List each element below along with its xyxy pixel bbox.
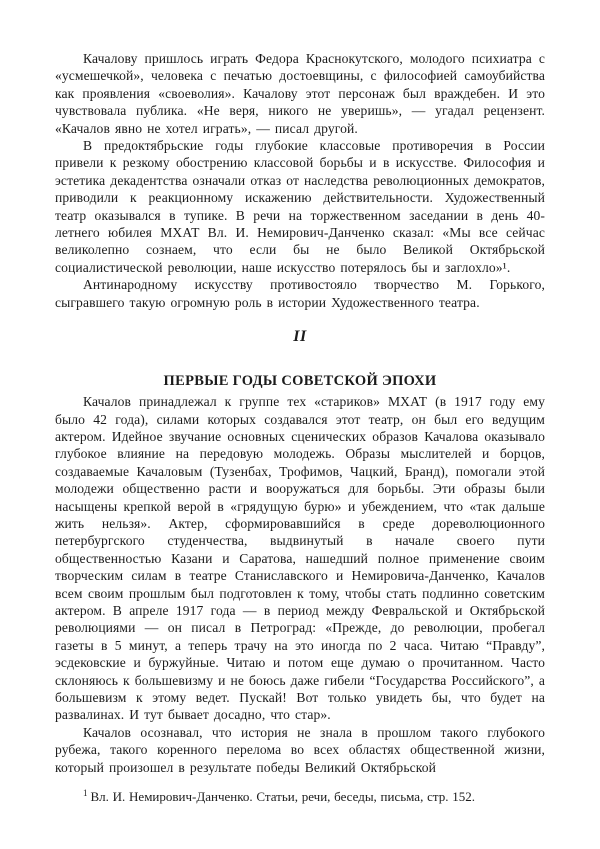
paragraph-pre-october-years: В предоктябрьские годы глубокие классовые противоречия в России привели к резкому обострению классовой борьбы и в искусстве. Философия и эстетика декадентства означали отказ от наследства революционных демократов, приводили к реакционному искажению действительности. Художественный театр оказывался в тупике. В речи на торжественном заседании в день 40-летнего юбилея МХАТ Вл. И. Немирович-Данченко сказал: «Мы все сейчас великолепно сознаем, что если бы не было Великой Октябрьской социалистической революции, наше искусство потерялось бы и заглохло»¹. bbox=[55, 138, 545, 275]
footnote bbox=[55, 789, 545, 806]
section-title-heading: ПЕРВЫЕ ГОДЫ СОВЕТСКОЙ ЭПОХИ bbox=[163, 373, 437, 390]
footnote-marker: 1 bbox=[83, 787, 88, 798]
footnote-text: Вл. И. Немирович-Данченко. Статьи, речи, беседы, письма, стр. 152. bbox=[90, 789, 475, 805]
paragraph-soviet-epoch-intro: Качалов принадлежал к группе тех «стариков» МХАТ (в 1917 году ему было 42 года), силами которых создавался этот театр, он был его ведущим актером. Идейное звучание основных сценических образов Качалова оказывало глубокое влияние на передовую молодежь. Образы мыслителей и борцов, создаваемые Качаловым (Тузенбах, Трофимов, Чацкий, Бранд), помогали этой молодежи общественно расти и вооружаться для борьбы. Эти образы были насыщены крепкой верой в «грядущую бурю» и убеждением, что «так дальше жить нельзя». Актер, сформировавшийся в среде дореволюционного петербургского студенчества, выдвинутый в начале своего пути общественностью Казани и Саратова, нашедший полное применение своим творческим силам в театре Станиславского и Немировича-Данченко, Качалов всем своим прошлым был подготовлен к тому, чтобы стать подлинно советским актером. В апреле 1917 года — в период между Февральской и Октябрьской революциями — он писал в Петроград: «Прежде, до революции, пробегал газеты в 5 минут, а теперь трачу на это иногда по 2 часа. Читаю “Правду”, эсдековские и буржуйные. Читаю и потом еще думаю о прочитанном. Часто склоняюсь к большевизму и не боюсь даже гибели “Государства Российского”, а большевизм к этому ведет. Пускай! Вот только увидеть бы, что будет на развалинах. И тут бывает досадно, что стар». bbox=[55, 394, 545, 723]
paragraph-gorky: Антинародному искусству противостояло творчество М. Горького, сыгравшего такую огромную роль в истории Художественного театра. bbox=[55, 277, 545, 310]
paragraph-kachalov-realized: Качалов осознавал, что история не знала в прошлом такого глубокого рубежа, такого коренного перелома во всех областях общественной жизни, который произошел в результате победы Великий Октябрьской bbox=[55, 724, 545, 775]
section-number-heading: II bbox=[293, 328, 307, 346]
paragraph-kachalov-krasnokutsky: Качалову пришлось играть Федора Краснокутского, молодого психиатра с «усмешечкой», человека с печатью достоевщины, с философией самоубийства как проявления «своеволия». Качалову этот персонаж был враждебен. И это чувствовала публика. «Не веря, никого не уверишь», — угадал рецензент. «Качалов явно не хотел играть», — писал другой. bbox=[55, 51, 545, 136]
